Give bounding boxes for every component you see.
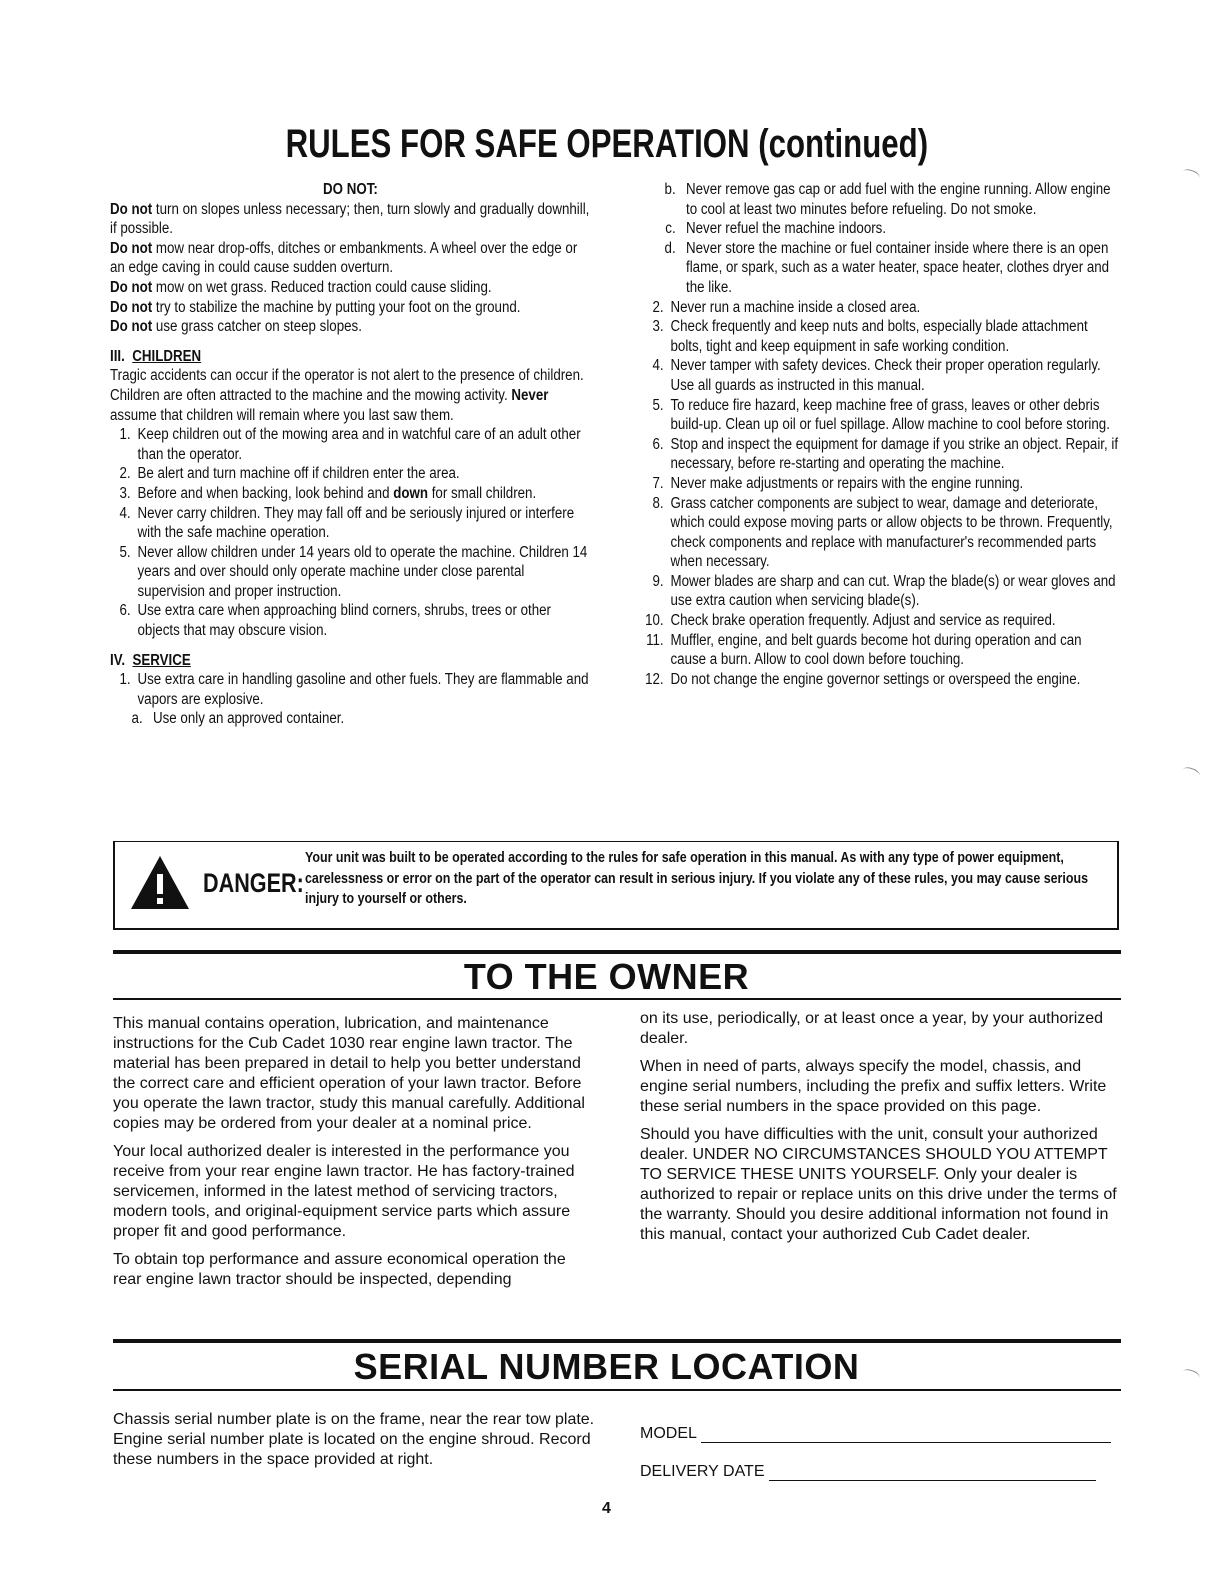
- item-number: 2.: [652, 298, 664, 316]
- item-text: Mower blades are sharp and can cut. Wrap the blade(s) or wear gloves and use extra caution when servicing blade(s).: [670, 572, 1116, 610]
- item-number: 10.: [645, 612, 664, 630]
- item-number: 6.: [652, 435, 664, 453]
- do-not-item: [110, 298, 591, 318]
- serial-text: Chassis serial number plate is on the frame, near the rear tow plate. Engine serial number plate is located on the engine shroud. Record these numbers in the space provided at right.: [113, 1411, 595, 1468]
- item-number: d.: [664, 239, 676, 257]
- item-number: 6.: [119, 602, 131, 620]
- paragraph: To obtain top performance and assure economical operation the rear engine lawn tractor should be inspected, depending: [113, 1251, 566, 1288]
- list-item: [110, 543, 591, 602]
- do-not-text: mow near drop-offs, ditches or embankments. A wheel over the edge or an edge caving in could cause sudden overturn.: [110, 239, 578, 277]
- do-not-label: Do not: [110, 298, 153, 316]
- list-item: [110, 425, 591, 464]
- sub-list-item: [643, 239, 1120, 298]
- owner-top-rule: [113, 950, 1121, 954]
- do-not-label: Do not: [110, 278, 153, 296]
- page-title: RULES FOR SAFE OPERATION (continued): [285, 122, 928, 166]
- item-number: 11.: [646, 631, 664, 649]
- delivery-date-line[interactable]: [769, 1465, 1096, 1481]
- fuel-sub-list: [643, 180, 1120, 298]
- list-item: [110, 504, 591, 543]
- item-text: Never carry children. They may fall off and be seriously injured or interfere with the safe machine operation.: [137, 504, 575, 542]
- list-item: [110, 464, 591, 484]
- paragraph: on its use, periodically, or at least once a year, by your authorized dealer.: [640, 1010, 1104, 1047]
- item-text: Be alert and turn machine off if children enter the area.: [137, 465, 460, 483]
- list-item: [110, 670, 591, 709]
- item-text: Use extra care in handling gasoline and other fuels. They are flammable and vapors are explosive.: [137, 671, 589, 708]
- item-number: 5.: [119, 543, 131, 561]
- item-text: Check frequently and keep nuts and bolts, especially blade attachment bolts, tight and keep equipment in safe working condition.: [670, 318, 1088, 355]
- sub-list-item: [643, 219, 1120, 239]
- item-text: Never run a machine inside a closed area.: [670, 298, 921, 316]
- list-item: [643, 572, 1120, 611]
- item-text: To reduce fire hazard, keep machine free of grass, leaves or other debris build-up. Clean up oil or fuel spillage. Allow machine to cool before storing.: [670, 396, 1110, 434]
- item-number: 4.: [652, 357, 664, 375]
- item-number: 9.: [652, 572, 664, 590]
- item-number: b.: [664, 181, 676, 198]
- list-item: [643, 474, 1120, 494]
- list-item: [643, 317, 1120, 356]
- list-item: [643, 356, 1120, 395]
- item-text: for small children.: [428, 484, 537, 502]
- item-text: Keep children out of the mowing area and in watchful care of an adult other than the operator.: [137, 426, 581, 463]
- item-text: Do not change the engine governor settings or overspeed the engine.: [670, 670, 1081, 688]
- item-text: Use only an approved container.: [153, 710, 345, 728]
- children-list: [110, 425, 591, 641]
- list-item: [643, 435, 1120, 474]
- danger-notice: [113, 841, 1119, 930]
- item-text: Never remove gas cap or add fuel with the engine running. Allow engine to cool at least two minutes before refueling. Do not smoke.: [686, 181, 1111, 218]
- right-column: [643, 180, 1121, 689]
- serial-bottom-rule: [113, 1389, 1121, 1391]
- item-number: c.: [665, 220, 676, 238]
- sub-list-item: [643, 180, 1120, 219]
- service-list: [110, 670, 591, 709]
- item-number: 3.: [119, 484, 131, 502]
- model-label: MODEL: [640, 1425, 697, 1442]
- do-not-item: [110, 278, 591, 298]
- do-not-item: [110, 317, 591, 337]
- do-not-text: turn on slopes unless necessary; then, turn slowly and gradually downhill, if possible.: [110, 200, 590, 238]
- do-not-label: Do not: [110, 318, 153, 336]
- paragraph: Should you have difficulties with the unit, consult your authorized dealer. UNDER NO CIRCUMSTANCES SHOULD YOU ATTEMPT TO SERVICE THESE UNITS YOURSELF. Only your dealer is authorized to repair or replace units on this drive under the terms of the warranty. Should you desire additional information not found in this manual, contact your authorized Cub Cadet dealer.: [640, 1126, 1117, 1243]
- item-text: Check brake operation frequently. Adjust and service as required.: [670, 612, 1056, 630]
- scan-mark: [1181, 167, 1201, 183]
- do-not-item: [110, 239, 591, 278]
- danger-text: Your unit was built to be operated according to the rules for safe operation in this manual. As with any type of power equipment, carelessness or error on the part of the operator can result in serious injury. If you violate any of these rules, you may cause serious injury to yourself or others.: [305, 849, 1088, 907]
- warning-triangle-icon: [129, 854, 191, 912]
- item-number: 4.: [119, 504, 131, 522]
- item-text: Never allow children under 14 years old to operate the machine. Children 14 years and over should only operate machine under close parental supervision and proper instruction.: [137, 543, 588, 600]
- item-number: 7.: [652, 474, 664, 492]
- list-item: [110, 601, 591, 640]
- do-not-text: use grass catcher on steep slopes.: [152, 318, 362, 336]
- service-heading: IV. SERVICE: [110, 651, 191, 669]
- scan-mark: [1181, 765, 1201, 781]
- item-number: 1.: [119, 426, 131, 444]
- do-not-label: Do not: [110, 200, 153, 218]
- owner-bottom-rule: [113, 998, 1121, 1000]
- model-line[interactable]: [701, 1427, 1111, 1443]
- list-item: [643, 611, 1120, 631]
- danger-label: DANGER:: [203, 868, 304, 898]
- sub-list-item: [110, 709, 591, 729]
- left-column: [110, 180, 592, 729]
- item-text: Grass catcher components are subject to wear, damage and deteriorate, which could expose moving parts or allow objects to be thrown. Frequently, check components and replace with manufacturer's recommended parts when necessary.: [670, 494, 1113, 571]
- paragraph: This manual contains operation, lubrication, and maintenance instructions for the Cub Cadet 1030 rear engine lawn tractor. The material has been prepared in detail to help you better understand the correct care and efficient operation of your lawn tractor. Before you operate the lawn tractor, study this manual carefully. Additional copies may be ordered from your dealer at a nominal price.: [113, 1015, 585, 1132]
- owner-left-column: [113, 1014, 593, 1298]
- serial-title: SERIAL NUMBER LOCATION: [353, 1346, 860, 1387]
- item-number: 5.: [652, 396, 664, 414]
- do-not-item: [110, 200, 591, 239]
- model-field[interactable]: [640, 1425, 1111, 1443]
- do-not-text: try to stabilize the machine by putting your foot on the ground.: [152, 298, 521, 316]
- item-number: 8.: [652, 494, 664, 512]
- item-number: 3.: [652, 318, 664, 336]
- do-not-list: [110, 200, 591, 337]
- item-number: a.: [131, 710, 143, 728]
- list-item: [110, 484, 591, 504]
- list-item: [643, 494, 1120, 572]
- service-rules-list: [643, 298, 1120, 690]
- owner-right-column: [640, 1009, 1122, 1253]
- paragraph: Your local authorized dealer is interested in the performance you receive from your rear engine lawn tractor. He has factory-trained servicemen, informed in the latest method of servicing tractors, modern tools, and original-equipment service parts which assure proper fit and good performance.: [113, 1143, 575, 1240]
- item-text: Never refuel the machine indoors.: [686, 220, 887, 238]
- paragraph: When in need of parts, always specify the model, chassis, and engine serial numbers, including the prefix and suffix letters. Write these serial numbers in the space provided on this page.: [640, 1058, 1107, 1115]
- delivery-date-field[interactable]: [640, 1463, 1096, 1481]
- owner-title: TO THE OWNER: [463, 956, 750, 997]
- item-text: Never make adjustments or repairs with the engine running.: [670, 474, 1024, 492]
- page-number: 4: [602, 1500, 611, 1517]
- delivery-date-label: DELIVERY DATE: [640, 1463, 765, 1480]
- item-text: Never store the machine or fuel container inside where there is an open flame, or spark, such as a water heater, space heater, clothes dryer and the like.: [686, 239, 1110, 296]
- list-item: [643, 396, 1120, 435]
- item-text: Use extra care when approaching blind corners, shrubs, trees or other objects that may obscure vision.: [137, 602, 551, 640]
- item-text: Never tamper with safety devices. Check their proper operation regularly. Use all guards as instructed in this manual.: [670, 357, 1101, 394]
- serial-top-rule: [113, 1339, 1121, 1343]
- do-not-label: Do not: [110, 239, 153, 257]
- do-not-text: mow on wet grass. Reduced traction could cause sliding.: [152, 278, 492, 296]
- item-number: 12.: [645, 670, 664, 688]
- do-not-heading: DO NOT:: [323, 181, 378, 198]
- item-text: Muffler, engine, and belt guards become hot during operation and can cause a burn. Allow to cool down before touching.: [670, 631, 1082, 669]
- item-text: Stop and inspect the equipment for damage if you strike an object. Repair, if necessary, before re-starting and operating the machine.: [670, 435, 1119, 473]
- children-intro: Tragic accidents can occur if the operator is not alert to the presence of children. Children are often attracted to the machine and the mowing activity. Never assume that children will remain where you last saw them.: [110, 367, 584, 424]
- list-item: [643, 670, 1120, 690]
- children-heading: III. CHILDREN: [110, 347, 202, 365]
- item-text: Before and when backing, look behind and: [137, 484, 394, 502]
- item-emphasis: down: [393, 484, 429, 502]
- item-number: 1.: [119, 671, 131, 689]
- service-sub-list: [110, 709, 591, 729]
- list-item: [643, 298, 1120, 318]
- item-number: 2.: [119, 465, 131, 483]
- list-item: [643, 631, 1120, 670]
